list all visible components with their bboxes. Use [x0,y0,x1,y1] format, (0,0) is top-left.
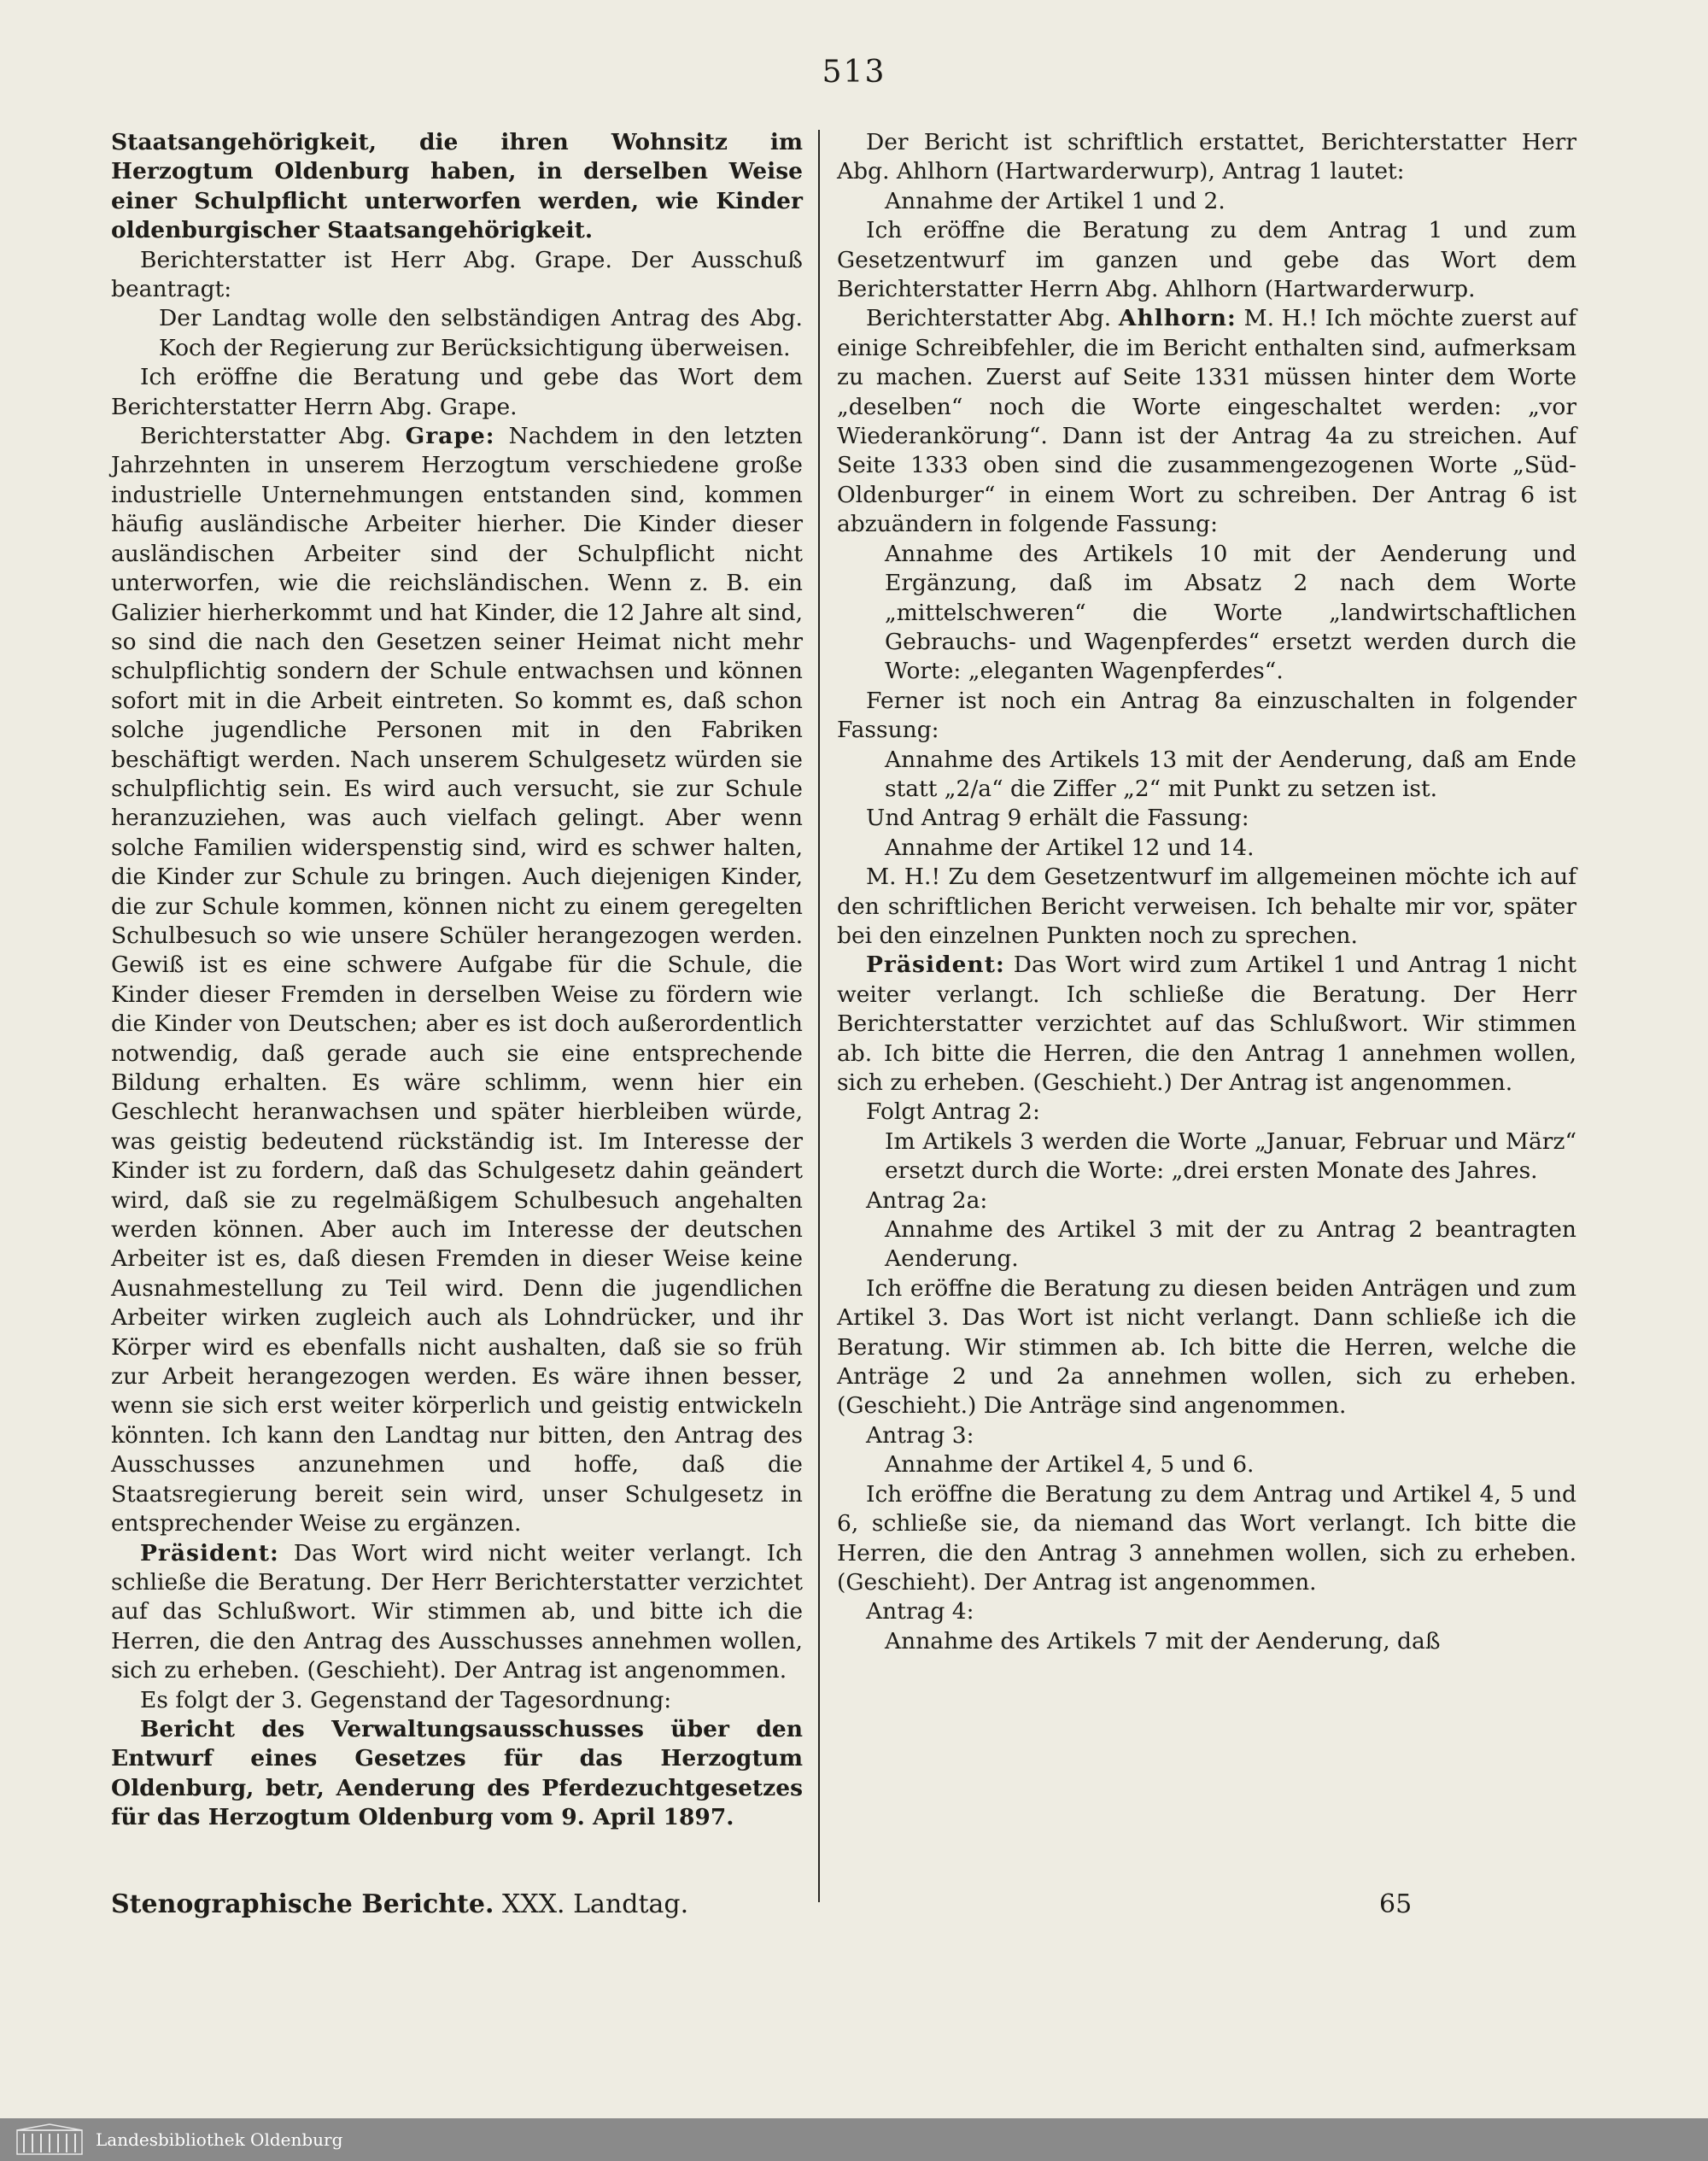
paragraph-text: M. H.! Zu dem Gesetzentwurf im allgemeinen möchte ich auf den schriftlichen Bericht verweisen. Ich behalte mir vor, später bei den einzelnen Punkten noch zu sprechen. [837,864,1576,949]
paragraph-text: Folgt Antrag 2: [866,1098,1040,1126]
paragraph [837,1627,1576,1656]
paragraph [837,304,1576,539]
paragraph-text: Annahme des Artikel 3 mit der zu Antrag 2 beantragten Aenderung. [885,1216,1576,1273]
paragraph-text: Annahme des Artikels 10 mit der Aenderung und Ergänzung, daß im Absatz 2 nach dem Worte „mittelschweren“ die Worte „landwirtschaftlichen Gebrauchs- und Wagenpferdes“ ersetzt werden durch die Worte: „eleganten Wagenpferdes“. [885,540,1576,685]
paragraph-text: M. H.! Ich möchte zuerst auf einige Schreibfehler, die im Bericht enthalten sind, aufmerksam zu machen. Zuerst auf Seite 1331 müssen hinter dem Worte „deselben“ noch die Worte eingeschaltet werden: „vor Wiederankörung“. Dann ist der Antrag 4a zu streichen. Auf Seite 1333 oben sind die zusammengezogenen Worte „Süd-Oldenburger“ in einem Wort zu schreiben. Der Antrag 6 ist abzuändern in folgende Fassung: [837,305,1576,538]
paragraph-text: Antrag 4: [866,1598,974,1625]
paragraph [837,687,1576,746]
paragraph [837,216,1576,304]
footer-title-bold: Stenographische Berichte. [111,1889,494,1919]
paragraph [837,1215,1576,1274]
speaker-name: Grape: [405,423,495,450]
speaker-role: Berichterstatter Abg. [866,305,1119,332]
paragraph-text: Ich eröffne die Beratung und gebe das Wort dem Berichterstatter Herrn Abg. Grape. [111,364,803,420]
paragraph [111,128,803,246]
paragraph [837,1186,1576,1215]
paragraph-text: Berichterstatter ist Herr Abg. Grape. Der Ausschuß beantragt: [111,246,803,303]
paragraph [837,1480,1576,1598]
paragraph-text: Nachdem in den letzten Jahrzehnten in unserem Herzogtum verschiedene große industrielle Unternehmungen entstanden sind, kommen häufig ausländische Arbeiter hierher. Die Kinder dieser ausländischen Arbeiter sind der Schulpflicht nicht unterworfen, wie die reichsländischen. Wenn z. B. ein Galizier hierherkommt und hat Kinder, die 12 Jahre alt sind, so sind die nach den Gesetzen seiner Heimat nicht mehr schulpflichtig sondern der Schule entwachsen und können sofort mit in die Arbeit eintreten. So kommt es, daß schon solche jugendliche Personen mit in den Fabriken beschäftigt werden. Nach unserem Schulgesetz würden sie schulpflichtig sein. Es wird auch versucht, sie zur Schule heranzuziehen, was auch vielfach gelingt. Aber wenn solche Familien widerspenstig sind, wird es schwer halten, die Kinder zur Schule zu bringen. Auch diejenigen Kinder, die zur Schule kommen, können nicht zu einem geregelten Schulbesuch so wie unsere Schüler herangezogen werden. Gewiß ist es eine schwere Aufgabe für die Schule, die Kinder dieser Fremden in derselben Weise zu fördern wie die Kinder von Deutschen; aber es ist doch außerordentlich notwendig, daß gerade auch sie eine entsprechende Bildung erhalten. Es wäre schlimm, wenn hier ein Geschlecht heranwachsen und später hierbleiben würde, was geistig bedeutend rückständig ist. Im Interesse der Kinder ist zu fordern, daß das Schulgesetz dahin geändert wird, daß sie zu regelmäßigem Schulbesuch angehalten werden können. Aber auch im Interesse der deutschen Arbeiter ist es, daß diesen Fremden in dieser Weise keine Ausnahmestellung zu Teil wird. Denn die jugendlichen Arbeiter wirken zugleich auch als Lohndrücker, und ihr Körper wird es ebenfalls nicht aushalten, daß sie so früh zur Arbeit herangezogen werden. Es wäre ihnen besser, wenn sie sich erst weiter körperlich und geistig entwickeln könnten. Ich kann den Landtag nur bitten, den Antrag des Ausschusses anzunehmen und hoffe, daß die Staatsregierung bereit sein wird, unser Schulgesetz in entsprechender Weise zu ergänzen. [111,423,803,1537]
paragraph-text: Ich eröffne die Beratung zu dem Antrag 1 und zum Gesetzentwurf im ganzen und gebe das Wort dem Berichterstatter Herrn Abg. Ahlhorn (Hartwarderwurp. [837,217,1576,303]
paragraph-text: Ich eröffne die Beratung zu diesen beiden Anträgen und zum Artikel 3. Das Wort ist nicht verlangt. Dann schließe ich die Beratung. Wir stimmen ab. Ich bitte die Herren, welche die Anträge 2 und 2a annehmen wollen, sich zu erheben. (Geschieht.) Die Anträge sind angenommen. [837,1274,1576,1420]
paragraph-text: Annahme der Artikel 12 und 14. [885,834,1255,861]
paragraph [837,1450,1576,1479]
paragraph-text: Und Antrag 9 erhält die Fassung: [866,805,1249,832]
paragraph [111,363,803,422]
right-column [837,128,1576,1939]
paragraph-text: Im Artikels 3 werden die Worte „Januar, Februar und März“ ersetzt durch die Worte: „drei ersten Monate des Jahres. [885,1127,1576,1185]
paragraph [837,540,1576,687]
left-column [111,128,803,1939]
paragraph [837,834,1576,863]
paragraph-text: Staatsangehörigkeit, die ihren Wohnsitz im Herzogtum Oldenburg haben, in derselben Weise einer Schulpflicht unterworfen werden, wie Kinder oldenburgischer Staatsangehörigkeit. [111,129,803,244]
paragraph-text: Annahme des Artikels 7 mit der Aenderung, daß [885,1627,1441,1654]
paragraph-text: Das Wort wird zum Artikel 1 und Antrag 1 nicht weiter verlangt. Ich schließe die Beratung. Der Herr Berichterstatter verzichtet auf das Schlußwort. Wir stimmen ab. Ich bitte die Herren, die den Antrag 1 annehmen wollen, sich zu erheben. (Geschieht.) Der Antrag ist angenommen. [837,952,1576,1096]
paragraph [837,1421,1576,1450]
paragraph [837,1127,1576,1186]
column-divider [818,130,820,1902]
paragraph [111,1686,803,1715]
footer-title-rest: XXX. Landtag. [494,1889,689,1919]
paragraph [111,1539,803,1686]
paragraph [837,128,1576,187]
paragraph-text: Ferner ist noch ein Antrag 8a einzuschalten in folgender Fassung: [837,687,1576,744]
paragraph [837,746,1576,805]
paragraph-text: Antrag 3: [866,1421,974,1449]
speaker-name: Präsident: [140,1539,279,1567]
library-building-icon [15,2123,84,2156]
paragraph [837,187,1576,216]
sheet-signature: 65 [1379,1889,1413,1919]
paragraph-text: Der Bericht ist schriftlich erstattet, Berichterstatter Herr Abg. Ahlhorn (Hartwarderwurp), Antrag 1 lautet: [837,129,1576,185]
paragraph [111,1715,803,1833]
paragraph-text: Annahme der Artikel 4, 5 und 6. [885,1451,1255,1479]
paragraph-text: Der Landtag wolle den selbständigen Antrag des Abg. Koch der Regierung zur Berücksichtigung überweisen. [159,305,803,361]
paragraph [111,246,803,305]
paragraph [111,422,803,1538]
paragraph [837,804,1576,833]
paragraph-text: Ich eröffne die Beratung zu dem Antrag und Artikel 4, 5 und 6, schließe sie, da niemand das Wort verlangt. Ich bitte die Herren, die den Antrag 3 annehmen wollen, sich zu erheben. (Geschieht). Der Antrag ist angenommen. [837,1480,1576,1596]
paragraph-text: Das Wort wird nicht weiter verlangt. Ich schließe die Beratung. Der Herr Berichterstatter verzichtet auf das Schlußwort. Wir stimmen ab, und bitte ich die Herren, die den Antrag des Ausschusses annehmen wollen, sich zu erheben. (Geschieht). Der Antrag ist angenommen. [111,1539,803,1684]
paragraph [837,951,1576,1098]
paragraph [837,1597,1576,1626]
page-number: 513 [822,55,886,90]
paragraph-text: Annahme der Artikel 1 und 2. [885,187,1225,214]
paragraph [837,1098,1576,1127]
paragraph-text: Es folgt der 3. Gegenstand der Tagesordnung: [140,1686,672,1713]
library-name: Landesbibliothek Oldenburg [96,2129,343,2150]
library-bar [0,2118,1708,2161]
paragraph [837,1274,1576,1421]
speaker-name: Ahlhorn: [1118,305,1237,332]
footer-title [111,1889,688,1919]
paragraph-text: Annahme des Artikels 13 mit der Aenderung, daß am Ende statt „2/a“ die Ziffer „2“ mit Punkt zu setzen ist. [885,746,1576,802]
paragraph [837,863,1576,951]
speaker-name: Präsident: [866,952,1005,979]
paragraph-text: Antrag 2a: [866,1186,988,1214]
paragraph-text: Bericht des Verwaltungsausschusses über den Entwurf eines Gesetzes für das Herzogtum Oldenburg, betr, Aenderung des Pferdezuchtgesetzes für das Herzogtum Oldenburg vom 9. April 1897. [111,1715,803,1831]
speaker-role: Berichterstatter Abg. [140,423,406,450]
paragraph [111,304,803,363]
